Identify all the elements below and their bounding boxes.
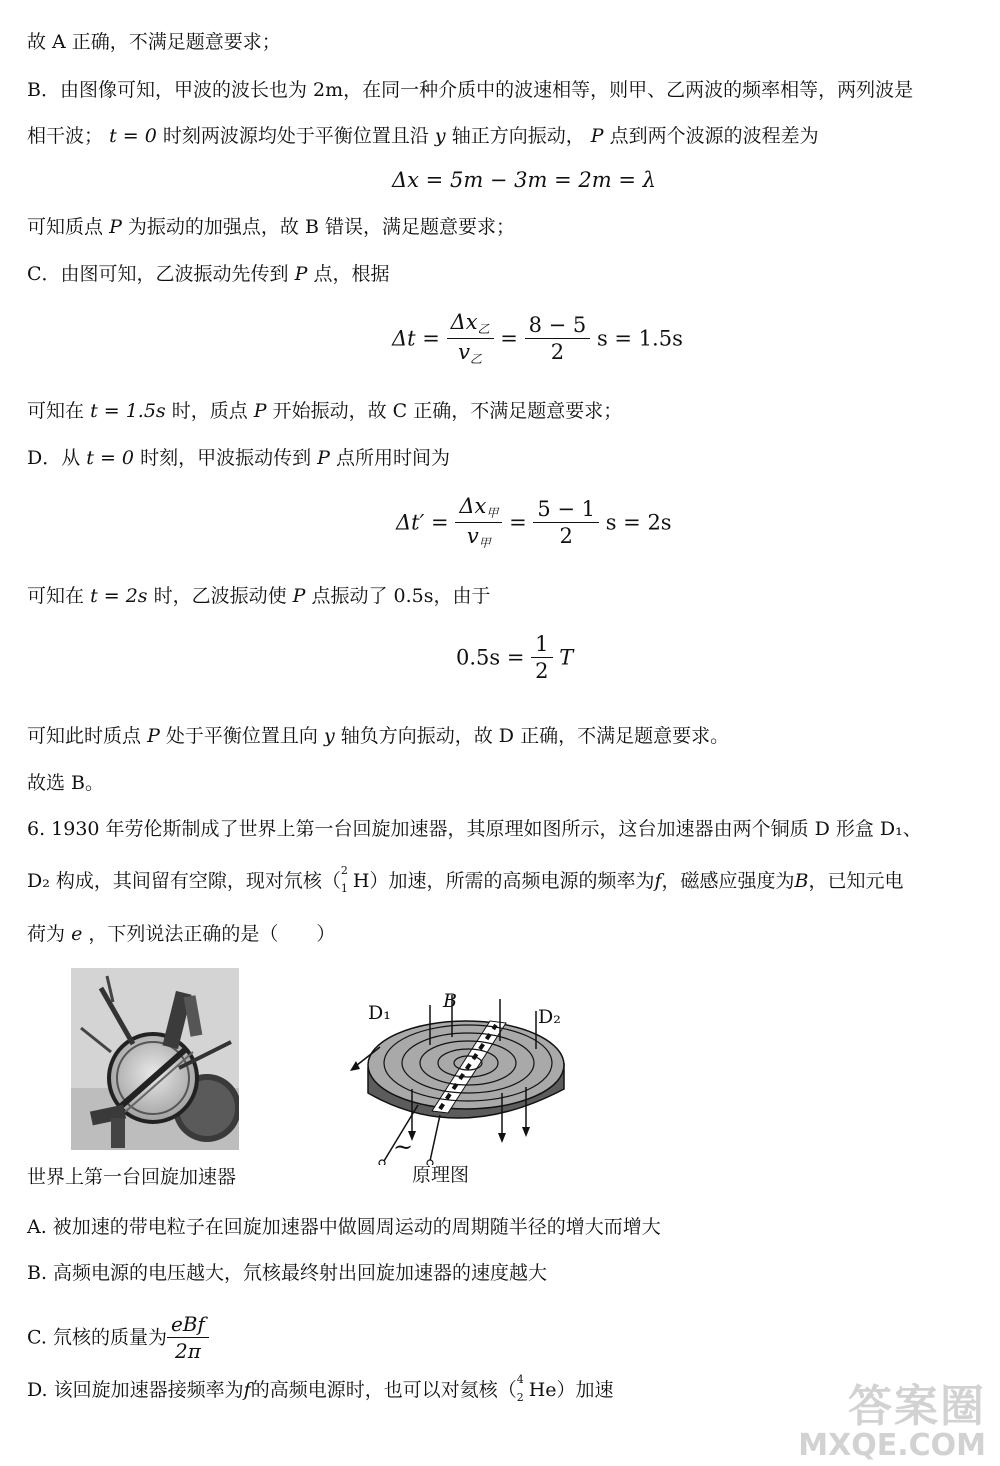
- question-stem-line-3: [27, 922, 335, 946]
- fraction: [455, 494, 502, 551]
- fraction: [447, 310, 494, 367]
- var-e: e: [71, 923, 83, 945]
- watermark-url: MXQE.COM: [798, 1428, 986, 1463]
- question-stem-line-2: [27, 864, 904, 895]
- text: 可知在: [27, 585, 85, 607]
- den: v: [466, 524, 479, 548]
- text: 点振动了 0.5s，由于: [311, 585, 491, 607]
- var-p: P: [253, 400, 267, 422]
- cyclotron-photo-illustration: [71, 968, 239, 1150]
- watermark: [798, 1381, 986, 1463]
- var-t: t = 1.5s: [90, 400, 166, 422]
- option-d: [27, 1373, 614, 1404]
- fraction-den: [447, 339, 494, 367]
- fraction-num: 1: [531, 632, 552, 658]
- var-f: f: [654, 870, 662, 892]
- watermark-logo: 答案圈: [848, 1381, 986, 1432]
- fraction-den: 2: [550, 340, 565, 364]
- charge-number: 1: [340, 882, 348, 895]
- text: 点所用时间为: [335, 447, 450, 469]
- text: 轴正方向振动，: [451, 125, 585, 147]
- option-c-text: C. 氘核的质量为: [27, 1326, 167, 1349]
- var-p: P: [109, 216, 122, 238]
- var-p: P: [292, 585, 306, 607]
- line-a-correct: 故 A 正确，不满足题意要求；: [27, 31, 281, 53]
- var-p: P: [590, 125, 604, 147]
- fraction-den: 2: [559, 524, 573, 548]
- eq-text: Δx = 5m − 3m = 2m = λ: [392, 168, 656, 192]
- text: 时刻两波源均处于平衡位置且沿: [162, 125, 429, 147]
- text: ）加速，所需的高频电源的频率为: [369, 870, 655, 892]
- den: v: [458, 340, 471, 364]
- text: D. 该回旋加速器接频率为: [27, 1379, 244, 1401]
- num: Δx: [450, 310, 478, 334]
- var-y: y: [434, 125, 446, 147]
- fraction-den: 2: [535, 659, 549, 683]
- nuclide-deuteron: [340, 864, 370, 895]
- text: ，下列说法正确的是（ ）: [88, 923, 336, 945]
- text: 可知此时质点: [27, 725, 142, 747]
- option-b: B. 高频电源的电压越大，氘核最终射出回旋加速器的速度越大: [27, 1262, 548, 1284]
- option-c: [27, 1312, 209, 1363]
- text: ）加速: [556, 1379, 614, 1401]
- fraction-den: 2π: [174, 1339, 201, 1363]
- mass-number: 2: [340, 864, 348, 877]
- fraction-den: [455, 523, 502, 551]
- text: 可知在: [27, 400, 85, 422]
- text: 时，质点: [171, 400, 248, 422]
- var-b: B: [794, 870, 809, 892]
- label-b-field: B: [443, 990, 457, 1012]
- text: 相干波；: [27, 125, 104, 147]
- text: C．由图可知，乙波振动先传到: [27, 263, 289, 285]
- text: 时刻，甲波振动传到: [140, 447, 312, 469]
- nuclide-helium: [516, 1373, 557, 1404]
- symbol: He: [528, 1379, 557, 1401]
- option-a: A. 被加速的带电粒子在回旋加速器中做圆周运动的周期随半径的增大而增大: [27, 1216, 661, 1238]
- var-t: t = 2s: [90, 585, 148, 607]
- fraction: [533, 497, 599, 548]
- eq-lhs: Δt′ =: [396, 510, 449, 535]
- text: 时，乙波振动使: [153, 585, 287, 607]
- line-b-analysis: B．由图像可知，甲波的波长也为 2m，在同一种介质中的波速相等，则甲、乙两波的频率相等，两列波是: [27, 79, 914, 101]
- var-p: P: [294, 263, 308, 285]
- sub: 乙: [470, 352, 483, 366]
- fraction-num: [447, 310, 494, 339]
- equation-delta-t: Δt = $\frac{\Delta x_乙}{v_乙}$ = $\frac{8 - 5}{2}$ s = 1.5s: [392, 310, 683, 366]
- question-stem-line-1: 6. 1930 年劳伦斯制成了世界上第一台回旋加速器，其原理如图所示，这台加速器由两个铜质 D 形盒 D₁、: [27, 818, 922, 840]
- eq-lhs: 0.5s =: [456, 645, 525, 670]
- text: D．从: [27, 447, 81, 469]
- text: 荷为: [27, 923, 66, 945]
- var-p: P: [147, 725, 160, 747]
- symbol: H: [352, 870, 370, 892]
- fraction: [531, 632, 552, 683]
- label-ac-source: ~: [393, 1133, 414, 1161]
- line-d-half-period: [27, 584, 491, 608]
- sub: 甲: [478, 536, 491, 550]
- photo-caption: 世界上第一台回旋加速器: [27, 1166, 237, 1188]
- num: Δx: [459, 494, 487, 518]
- eq-rhs: s = 1.5s: [596, 326, 683, 351]
- text: 处于平衡位置且向: [165, 725, 318, 747]
- equation-half-period: [456, 632, 573, 683]
- equation-delta-t-prime: Δt′ = $\frac{\Delta x_甲}{v_甲}$ = $\frac{5 - 1}{2}$ s = 2s: [396, 494, 672, 550]
- line-d-correct: [27, 724, 729, 748]
- diagram-caption: 原理图: [412, 1164, 470, 1186]
- text: 可知质点: [27, 216, 104, 238]
- text: 为振动的加强点，故 B 错误，满足题意要求；: [127, 216, 515, 238]
- text: 点，根据: [313, 263, 390, 285]
- sub: 甲: [486, 506, 499, 520]
- var-y: y: [323, 725, 335, 747]
- fraction-mass: [167, 1312, 209, 1363]
- fraction-num: 8 − 5: [525, 313, 591, 339]
- line-b-wrong: [27, 215, 515, 239]
- text: ，磁感应强度为: [661, 870, 795, 892]
- cyclotron-photo: [71, 968, 239, 1150]
- var-f: f: [243, 1379, 251, 1401]
- line-answer: 故选 B。: [27, 772, 105, 794]
- text: 轴负方向振动，故 D 正确，不满足题意要求。: [340, 725, 730, 747]
- var-t0: t = 0: [86, 447, 135, 469]
- label-d1: D₁: [368, 1002, 391, 1024]
- charge-number: 2: [516, 1391, 524, 1404]
- equation-path-difference: [392, 168, 656, 192]
- eq-rhs: s = 2s: [605, 510, 672, 535]
- sub: 乙: [477, 322, 490, 336]
- text: ，已知元电: [808, 870, 904, 892]
- mass-number: 4: [516, 1373, 524, 1386]
- text: 开始振动，故 C 正确，不满足题意要求；: [272, 400, 623, 422]
- text: D₂ 构成，其间留有空隙，现对氘核（: [27, 870, 341, 892]
- var-p: P: [317, 447, 330, 469]
- text: 的高频电源时，也可以对氦核（: [250, 1379, 517, 1401]
- fraction-num: 5 − 1: [533, 497, 599, 523]
- var-t0: t = 0: [109, 125, 157, 147]
- eq-rhs: T: [559, 645, 574, 670]
- fraction-num: [455, 494, 502, 523]
- line-d-analysis: [27, 446, 450, 470]
- eq-lhs: Δt =: [392, 326, 440, 351]
- line-coherent: [27, 124, 819, 148]
- line-c-analysis: [27, 262, 389, 286]
- fraction: [525, 313, 591, 364]
- label-d2: D₂: [538, 1006, 561, 1028]
- line-c-correct: [27, 399, 622, 423]
- fraction-num: eBf: [167, 1312, 209, 1338]
- text: 点到两个波源的波程差为: [609, 125, 819, 147]
